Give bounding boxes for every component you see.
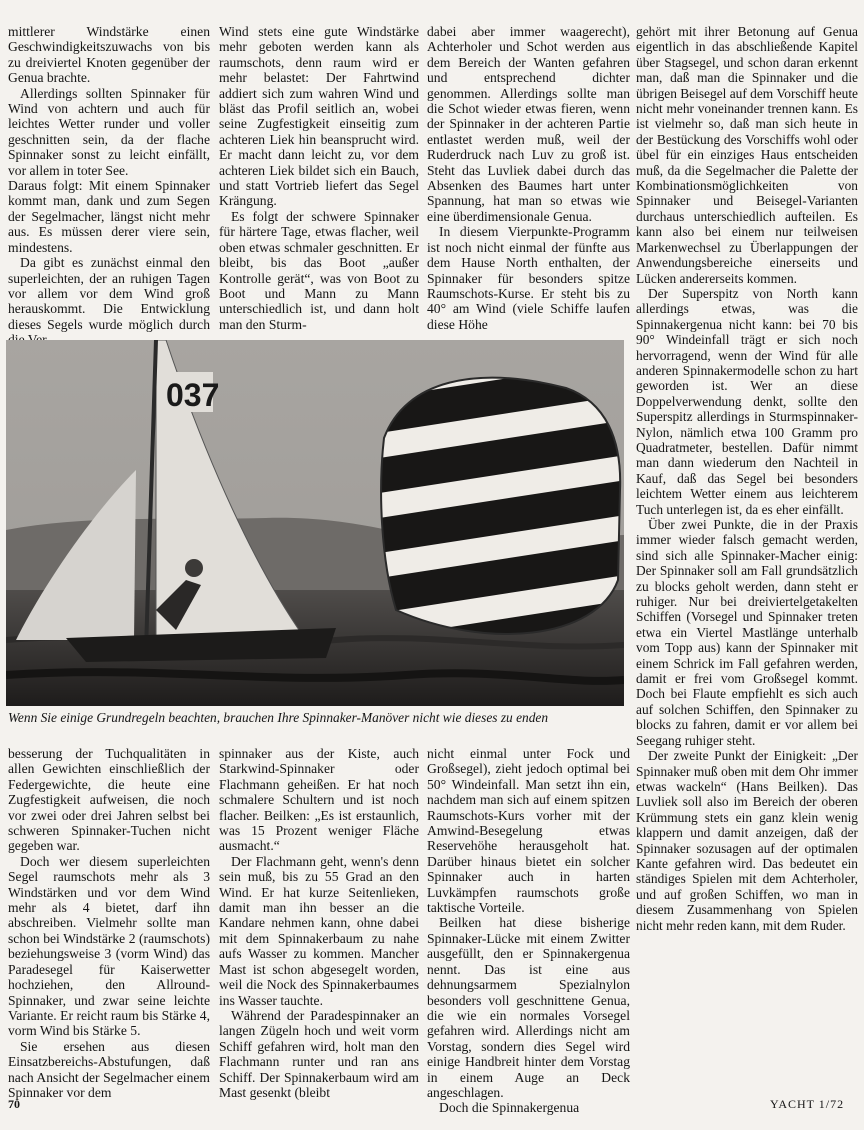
article-column-7: [427, 746, 630, 1116]
sailing-photo: [6, 340, 624, 706]
paragraph: Wind stets eine gute Windstärke mehr geboten werden kann als raumschots, denn raum wird er mehr belastet: Der Fahrtwind addiert sich zum wahren Wind und bläst das Profil seitlich an, wobei seine Zugfestigkeit einseitig zum achteren Liek hin beansprucht wird. Er macht dann leicht zu, vor dem achteren Liek bildet sich ein Bauch, und statt Vortrieb liefert das Segel Krängung.: [219, 24, 419, 209]
article-column-2: [219, 24, 419, 332]
photo-caption: Wenn Sie einige Grundregeln beachten, brauchen Ihre Spinnaker-Manöver nicht wie dieses zu enden: [8, 710, 549, 725]
paragraph: Der Superspitz von North kann allerdings etwas, was die Spinnakergenua nicht kann: bei 70 bis 90° Windeinfall trägt er sich noch hervorragend, wenn der Wind für alle anderen Spinnakermodelle schon zu hart geworden ist. Wer an diese Doppelverwendung denkt, sollte den Superspitz allerdings in Sturmspinnaker-Nylon, nämlich etwa 100 Gramm pro Quadratmeter, bestellen. Dafür nimmt man dann wiederum den Nachteil in Kauf, daß das Segel bei besonders leichtem Wetter einem aus leichterem Tuch unterlegen ist, da es eher einfällt.: [636, 285, 858, 517]
paragraph: Beilken hat diese bisherige Spinnaker-Lücke mit einem Zwitter ausgefüllt, den er Spinnakergenua nennt. Das ist eine aus dehnungsarmem Spezialnylon besonders voll geschnittene Genua, die wie ein normales Vorsegel gefahren wird. Allerdings nicht am Vorstag, sondern dies Segel wird einige Handbreit hinter dem Vorstag in einem Auge an Deck angeschlagen.: [427, 915, 630, 1100]
paragraph: Daraus folgt: Mit einem Spinnaker kommt man, dank und zum Segen der Segelmacher, längst nicht mehr aus. Es müssen derer viere sein, mindestens.: [8, 178, 210, 255]
sailor: [185, 559, 203, 577]
paragraph: gehört mit ihrer Betonung auf Genua eigentlich in das abschließende Kapitel über Stagsegel, und schon daran erkennt man, daß man die Spinnaker und die übrigen Beisegel auf dem Vorschiff heute nicht mehr voneinander trennen kann. Es ist vielmehr so, daß man sich heute in der Bestückung des Vorschiffs wohl oder übel für ein einziges Haus entscheiden muß, da die Segelmacher die Palette der Kombinationsmöglichkeiten von Spinnaker und Beisegel-Varianten durchaus unterschiedlich aufteilen. Es kann also bei einem nur teilweisen Markenwechsel zu Überlappungen der Anwendungsbereiche einerseits und Lücken andererseits kommen.: [636, 24, 859, 286]
article-column-3: [427, 24, 630, 332]
paragraph: Da gibt es zunächst einmal den superleichten, der an ruhigen Tagen vor allem vor dem Wind groß herauskommt. Die Entwicklung dieses Segels wurde möglich durch: [8, 255, 210, 332]
paragraph: Doch wer diesem superleichten Segel raumschots mehr als 3 Windstärken und vor dem Wind mehr als 4 bietet, darf ihn abschreiben. Vielmehr sollte man schon bei Windstärke 2 (raumschots) beziehungsweise 3 (vorm Wind) das Paradesegel für Kaiserwetter hochziehen, den Allround-Spinnaker, und zwar seine leichte Variante. Er reicht raum bis Stärke 4, vorm Wind bis Stärke 5.: [8, 853, 210, 1039]
paragraph: Allerdings sollten Spinnaker für Wind von achtern und auch für leichtes Wetter runder und voller geschnitten sein, da der flache Spinnaker sonst zu leicht einfällt, vor allem in toter See.: [8, 85, 210, 178]
paragraph: spinnaker aus der Kiste, auch Starkwind-Spinnaker oder Flachmann geheißen. Er hat noch schmalere Schultern und ist noch flacher. Beilken: „Es ist erstaunlich, was 15 Prozent weniger Fläche ausmacht.“: [219, 746, 419, 854]
paragraph: besserung der Tuchqualitäten in allen Gewichten einschließlich der Federgewichte, die heute eine Zugfestigkeit aufweisen, die noch vor zwei oder drei Jahren selbst bei schweren Spinnaker-Tuchen nicht gegeben war.: [8, 746, 210, 854]
paragraph: dabei aber immer waagerecht), Achterholer und Schot werden aus dem Bereich der Wanten gefahren und entsprechend dichter genommen. Allerdings sollte man die Schot wieder etwas fieren, wenn der Spinnaker in der achteren Partie entlastet werden muß, weil der Ruderdruck nach Luv zu groß ist. Steht das Luvliek dabei durch das Absenken des Baumes hart unter Spannung, hat man so etwas wie eine überdimensionale Genua.: [427, 24, 630, 224]
paragraph: Doch die Spinnakergenua: [439, 1100, 580, 1116]
paragraph: Der Flachmann geht, wenn's denn sein muß, bis zu 55 Grad an den Wind. Er hat kurze Seitenlieken, damit man ihn besser an die Kandare nehmen kann, ohne dabei mit dem Spinnakerbaum zu nahe aufs Wasser zu kommen. Mancher Mast ist schon abgesegelt worden, weil die Nock des Spinnakerbaumes ins Wasser tauchte.: [219, 853, 419, 1008]
article-column-4: [636, 24, 858, 933]
sailboat-spinnaker-illustration: [6, 340, 624, 706]
paragraph: In diesem Vierpunkte-Programm ist noch nicht einmal der fünfte aus dem Hause North enthalten, der Spinnaker für besonders spitze Raumschots-Kurse. Er steht bis zu 40° am Wind (viele Schiffe laufen diese Höhe: [427, 224, 630, 332]
paragraph: Während der Paradespinnaker an langen Zügeln hoch und weit vorm Schiff gefahren wird, holt man den Flachmann runter und ran ans Schiff. Der Spinnakerbaum wird am Mast gesenkt (bleibt: [219, 1007, 419, 1100]
article-column-5: [8, 746, 210, 1100]
paragraph: Der zweite Punkt der Einigkeit: „Der Spinnaker muß oben mit dem Ohr immer etwas wackeln“ (Hans Beilken). Das Luvliek soll also im Bereich der oberen Krümmung stets ein ganz klein wenig klappern und damit anzeigen, daß der Spinnaker sozusagen auf der optimalen Kante gefahren wird. Das bedeutet ein ständiges Spielen mit dem Achterholer, und auf großen Schiffen, wo man in diesem Zusammenhang von Spielen nicht mehr reden kann, mit dem Ruder.: [636, 748, 858, 933]
paragraph: nicht einmal unter Fock und Großsegel), zieht jedoch optimal bei 50° Windeinfall. Man setzt ihn ein, nachdem man sich auf einem spitzen Raumschots-Kurs vorher mit der Amwind-Besegelung etwas Reservehöhe herausgeholt hat. Darüber hinaus bietet ein solcher Spinnaker auch in harten Luvkämpfen raumschots große taktische Vorteile.: [427, 746, 630, 916]
sail-number: 037: [166, 377, 220, 413]
page-number: 70: [8, 1097, 20, 1111]
article-column-6: [219, 746, 419, 1100]
paragraph: Es folgt der schwere Spinnaker für härtere Tage, etwas flacher, weil oben etwas schmaler geschnitten. Er bleibt, bis das Boot „außer Kontrolle gerät“, was von Boot zu Boot und Mann zu Mann unterschiedlich ist, und dann holt man den Sturm-: [219, 208, 419, 332]
article-column-1: [8, 24, 210, 348]
paragraph: Über zwei Punkte, die in der Praxis immer wieder falsch gemacht werden, sind sich alle Spinnaker-Macher einig: Der Spinnaker soll am Fall grundsätzlich zu blocks geholt werden, dann steht er ruhiger. Nur bei dreiviertelgetakelten Schiffen (Vorsegel und Spinnaker treten etwa ein Viertel Mastlänge unterhalb vom Topp aus) kann der Spinnaker mit einem Schrick im Fall gefahren werden, damit er frei vom Großsegel kommt. Doch bei Flaute empfiehlt es sich auch auf solchen Schiffen, den Spinnaker zu blocks zu fahren, damit er vor allem bei Seegang ruhiger steht.: [636, 517, 858, 748]
magazine-issue: YACHT 1/72: [770, 1097, 845, 1111]
paragraph: mittlerer Windstärke einen Geschwindigkeitszuwachs von bis zu dreiviertel Knoten gegenüber der Genua brachte.: [8, 24, 210, 86]
paragraph: Sie ersehen aus diesen Einsatzbereichs-Abstufungen, daß nach Ansicht der Segelmacher einem Spinnaker vor dem: [8, 1038, 210, 1100]
